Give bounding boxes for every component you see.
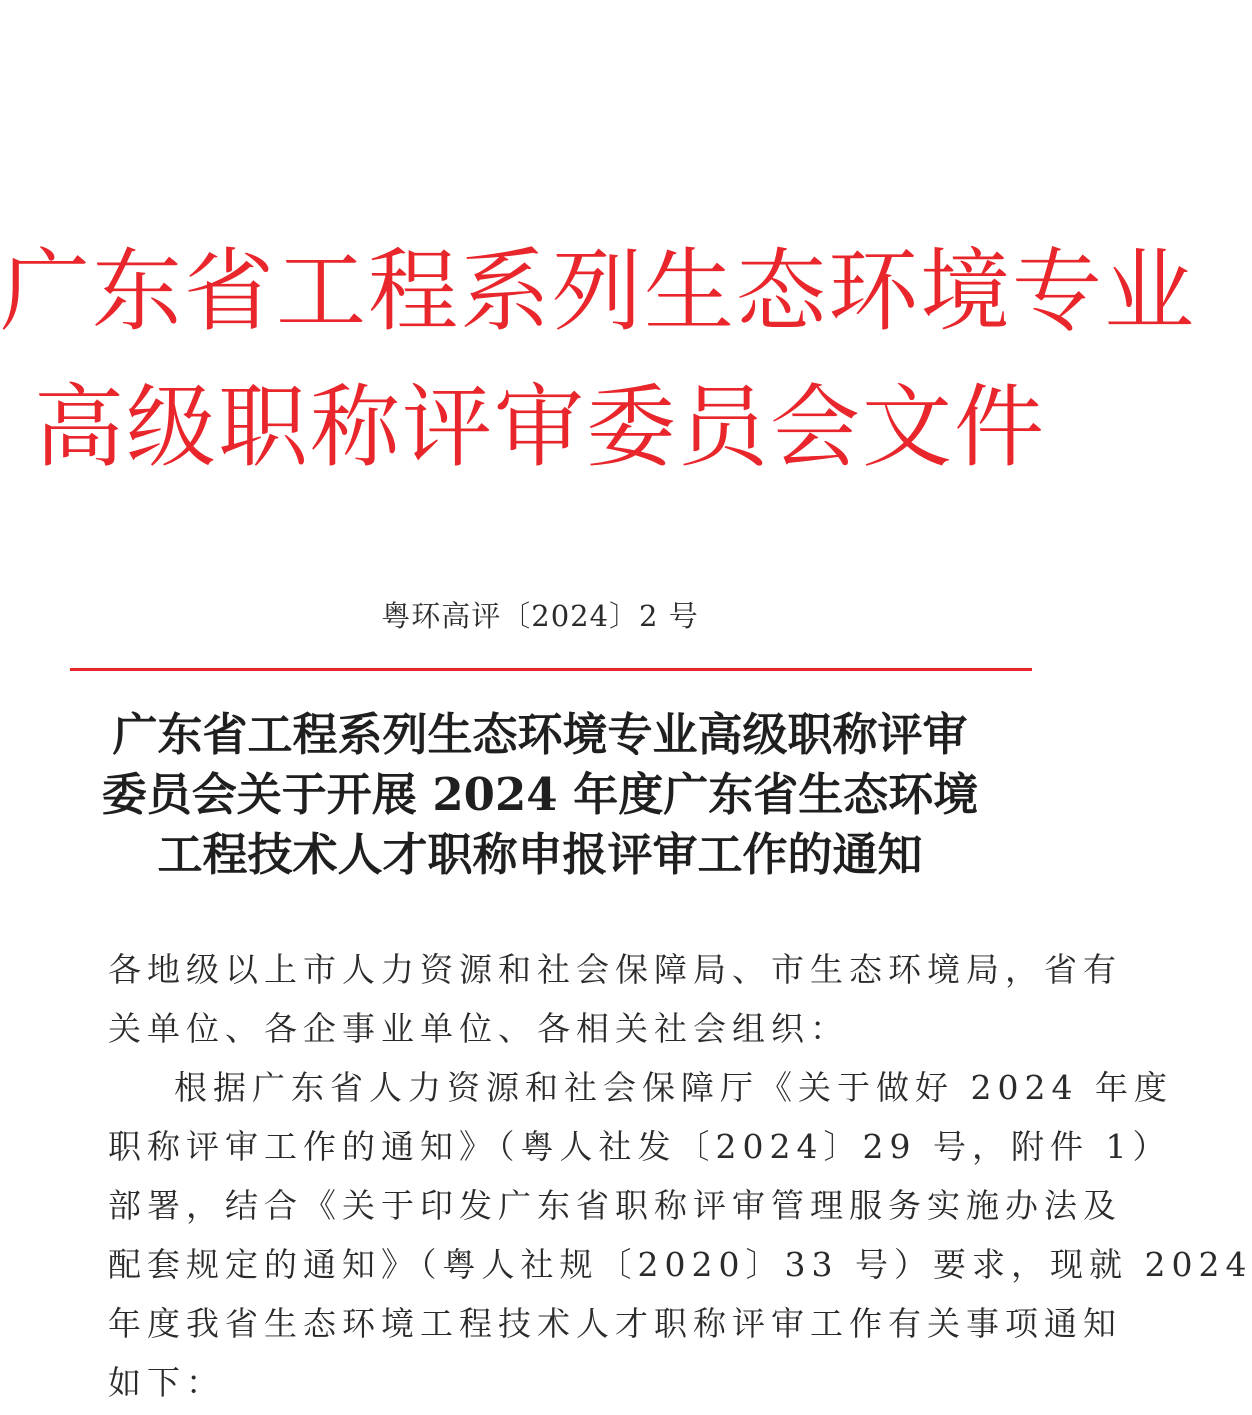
paragraph-line-4: 配套规定的通知》（粤人社规〔2020〕33 号）要求，现就 2024 [108,1245,1252,1284]
addressee-line-1: 各地级以上市人力资源和社会保障局、市生态环境局，省有 [108,950,1122,989]
title-line-1: 广东省工程系列生态环境专业高级职称评审 [112,708,968,761]
paragraph-line-1: 根据广东省人力资源和社会保障厅《关于做好 2024 年度 [174,1068,1173,1107]
title-line-2: 委员会关于开展 2024 年度广东省生态环境 [101,768,979,821]
paragraph-line-3: 部署，结合《关于印发广东省职称评审管理服务实施办法及 [108,1186,1122,1225]
masthead-line-1: 广东省工程系列生态环境专业 [0,239,1196,344]
masthead-line-2: 高级职称评审委员会文件 [34,375,1046,480]
paragraph-line-2: 职称评审工作的通知》（粤人社发〔2024〕29 号，附件 1） [108,1127,1172,1166]
document-title [0,705,1080,885]
title-line-3: 工程技术人才职称申报评审工作的通知 [157,828,923,881]
addressee-line-2: 关单位、各企事业单位、各相关社会组织： [108,1009,849,1048]
paragraph-line-5: 年度我省生态环境工程技术人才职称评审工作有关事项通知 [108,1304,1122,1343]
paragraph-line-6: 如下： [108,1363,225,1402]
document-number: 粤环高评〔2024〕2 号 [381,599,699,633]
document-body [108,940,1252,1412]
red-divider-line [70,668,1032,671]
